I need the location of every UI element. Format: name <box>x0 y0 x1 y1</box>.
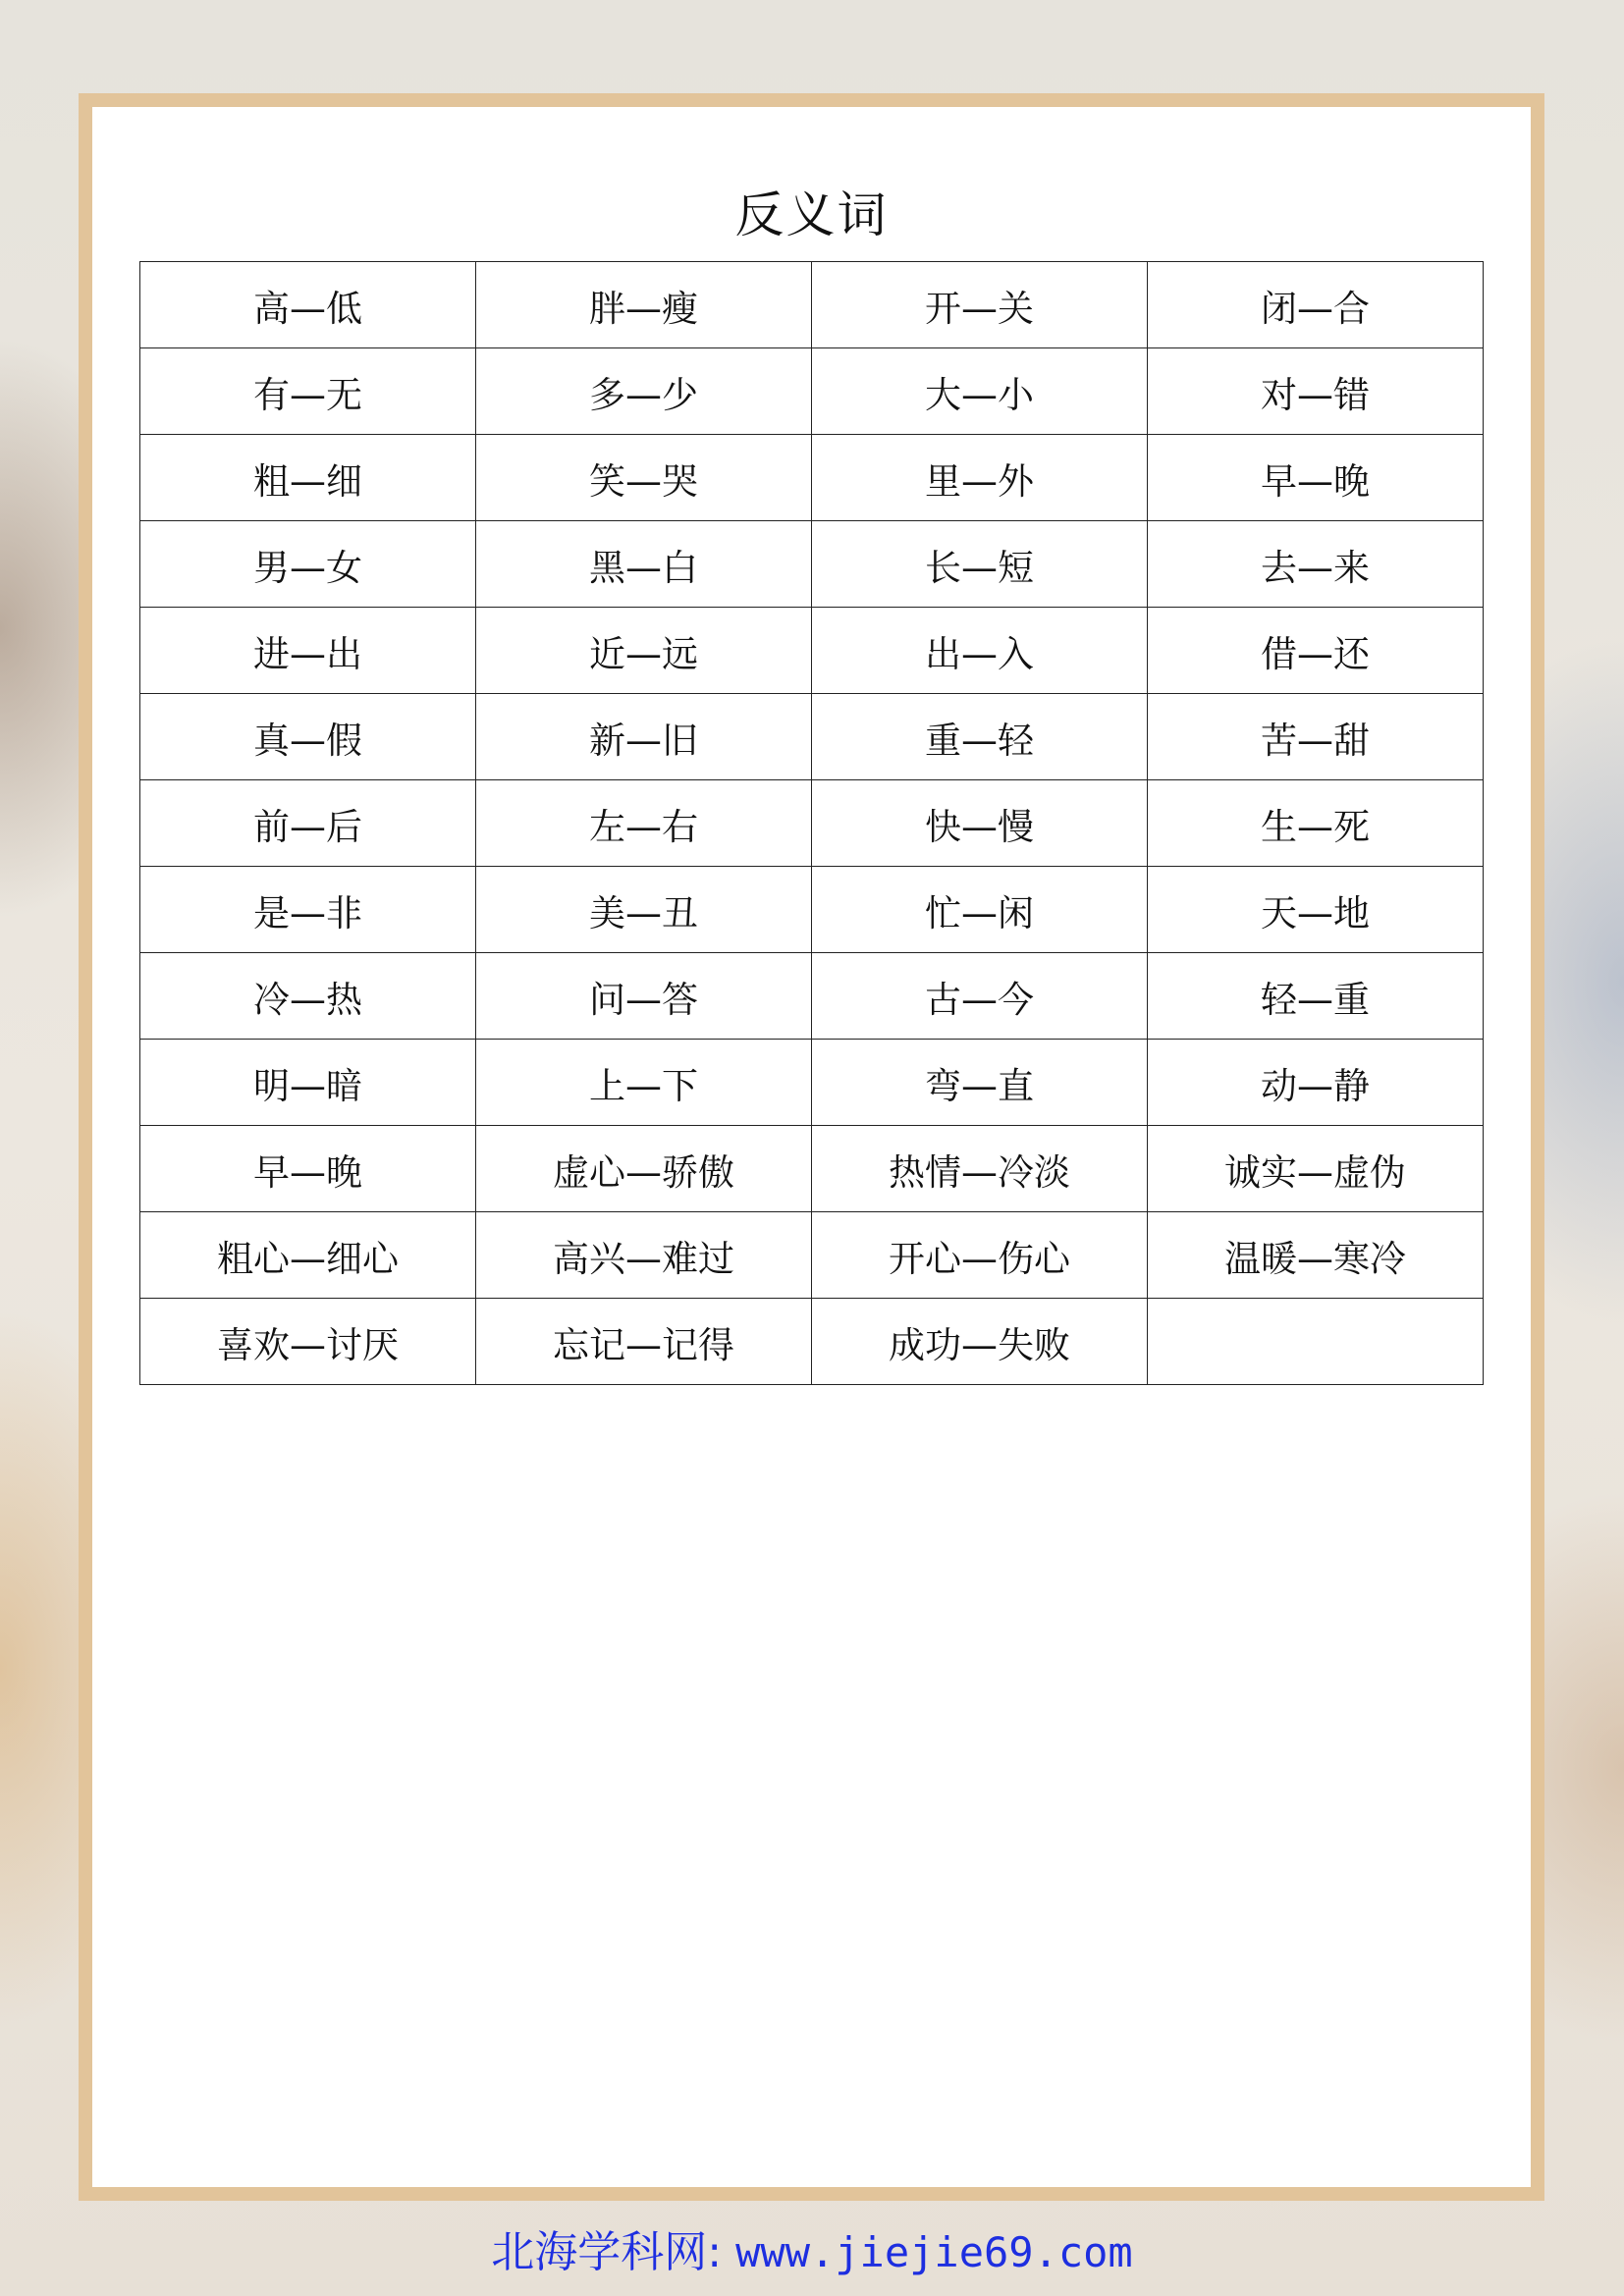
table-cell: 粗—细 <box>140 435 476 521</box>
table-row <box>140 262 1484 348</box>
table-cell <box>1148 1299 1484 1385</box>
table-row <box>140 1212 1484 1299</box>
table-cell: 里—外 <box>812 435 1148 521</box>
table-body <box>140 262 1484 1385</box>
table-cell: 借—还 <box>1148 608 1484 694</box>
table-cell: 开心—伤心 <box>812 1212 1148 1299</box>
table-cell: 天—地 <box>1148 867 1484 953</box>
table-cell: 有—无 <box>140 348 476 435</box>
footer-watermark <box>0 2216 1624 2279</box>
table-cell: 温暖—寒冷 <box>1148 1212 1484 1299</box>
table-cell: 轻—重 <box>1148 953 1484 1040</box>
table-cell: 黑—白 <box>476 521 812 608</box>
table-row <box>140 953 1484 1040</box>
table-cell: 新—旧 <box>476 694 812 780</box>
table-cell: 前—后 <box>140 780 476 867</box>
table-cell: 忙—闲 <box>812 867 1148 953</box>
table-cell: 弯—直 <box>812 1040 1148 1126</box>
table-cell: 长—短 <box>812 521 1148 608</box>
document-page <box>79 93 1544 2201</box>
table-cell: 左—右 <box>476 780 812 867</box>
table-cell: 热情—冷淡 <box>812 1126 1148 1212</box>
table-row <box>140 435 1484 521</box>
table-row <box>140 1299 1484 1385</box>
table-cell: 问—答 <box>476 953 812 1040</box>
table-cell: 笑—哭 <box>476 435 812 521</box>
table-cell: 上—下 <box>476 1040 812 1126</box>
table-cell: 是—非 <box>140 867 476 953</box>
table-row <box>140 867 1484 953</box>
table-row <box>140 348 1484 435</box>
table-row <box>140 521 1484 608</box>
table-cell: 闭—合 <box>1148 262 1484 348</box>
table-cell: 早—晚 <box>1148 435 1484 521</box>
table-cell: 成功—失败 <box>812 1299 1148 1385</box>
table-cell: 对—错 <box>1148 348 1484 435</box>
table-cell: 高兴—难过 <box>476 1212 812 1299</box>
table-cell: 开—关 <box>812 262 1148 348</box>
page-title: 反义词 <box>734 187 889 243</box>
antonym-table <box>139 261 1484 1385</box>
table-cell: 出—入 <box>812 608 1148 694</box>
footer-url: www.jiejie69.com <box>735 2228 1133 2276</box>
table-cell: 男—女 <box>140 521 476 608</box>
table-cell: 虚心—骄傲 <box>476 1126 812 1212</box>
table-cell: 多—少 <box>476 348 812 435</box>
table-cell: 进—出 <box>140 608 476 694</box>
table-cell: 生—死 <box>1148 780 1484 867</box>
table-row <box>140 780 1484 867</box>
table-cell: 喜欢—讨厌 <box>140 1299 476 1385</box>
footer-site-name: 北海学科网: <box>491 2227 723 2277</box>
table-cell: 早—晚 <box>140 1126 476 1212</box>
table-row <box>140 608 1484 694</box>
table-cell: 冷—热 <box>140 953 476 1040</box>
table-cell: 高—低 <box>140 262 476 348</box>
table-cell: 忘记—记得 <box>476 1299 812 1385</box>
table-cell: 诚实—虚伪 <box>1148 1126 1484 1212</box>
table-row <box>140 1126 1484 1212</box>
table-cell: 快—慢 <box>812 780 1148 867</box>
table-cell: 近—远 <box>476 608 812 694</box>
table-row <box>140 1040 1484 1126</box>
table-cell: 古—今 <box>812 953 1148 1040</box>
table-cell: 大—小 <box>812 348 1148 435</box>
table-cell: 去—来 <box>1148 521 1484 608</box>
table-cell: 胖—瘦 <box>476 262 812 348</box>
table-cell: 动—静 <box>1148 1040 1484 1126</box>
table-cell: 重—轻 <box>812 694 1148 780</box>
table-cell: 粗心—细心 <box>140 1212 476 1299</box>
table-cell: 真—假 <box>140 694 476 780</box>
table-cell: 明—暗 <box>140 1040 476 1126</box>
table-cell: 美—丑 <box>476 867 812 953</box>
table-cell: 苦—甜 <box>1148 694 1484 780</box>
table-row <box>140 694 1484 780</box>
